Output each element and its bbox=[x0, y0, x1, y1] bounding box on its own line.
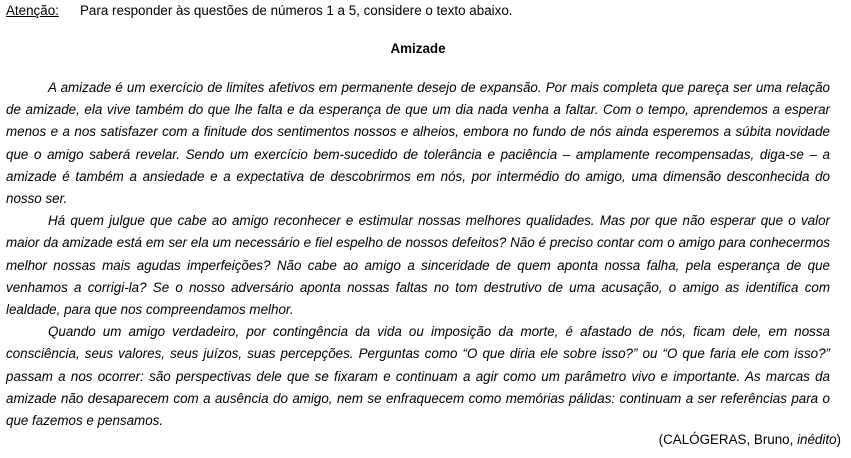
attention-header bbox=[6, 2, 513, 20]
paragraph-1: A amizade é um exercício de limites afetivos em permanente desejo de expansão. Por mais completa que pareça ser uma relação de amizade, ela vive também do que lhe falta e da esperança de que um dia nada venha a faltar. Com o tempo, aprendemos a esperar menos e a nos satisfazer com a finitude dos sentimentos nossos e alheios, embora no fundo de nós ainda esperemos a súbita novidade que o amigo saberá revelar. Sendo um exercício bem-sucedido de tolerância e paciência – amplamente recompensadas, diga-se – a amizade é também a ansiedade e a expectativa de descobrirmos em nós, por intermédio do amigo, uma dimensão desconhecida do nosso ser. bbox=[6, 80, 830, 207]
attention-label: Atenção: bbox=[6, 3, 59, 18]
citation-close: ) bbox=[836, 432, 841, 447]
text-title: Amizade bbox=[390, 41, 446, 56]
paragraph-2: Há quem julgue que cabe ao amigo reconhecer e estimular nossas melhores qualidades. Mas por que não esperar que o valor maior da amizade está em ser ela um necessário e fiel espelho de nossos defeitos? Não é preciso contar com o amigo para conhecermos melhor nossas mais agudas imperfeições? Não cabe ao amigo a sinceridade de quem aponta nossa falha, pela esperança de que venhamos a corrigi-la? Se o nosso adversário aponta nossas faltas no tom destrutivo de uma acusação, o amigo as identifica com lealdade, para que nos compreendamos melhor. bbox=[6, 213, 830, 318]
citation bbox=[659, 431, 841, 449]
citation-work: inédito bbox=[797, 432, 837, 447]
text-body bbox=[6, 77, 830, 432]
citation-author: (CALÓGERAS, Bruno, bbox=[658, 432, 798, 447]
paragraph-3: Quando um amigo verdadeiro, por contingência da vida ou imposição da morte, é afastado de nós, ficam dele, em nossa consciência, seus valores, seus juízos, suas percepções. Perguntas como “O que diria ele sobre isso?” ou “O que faria ele com isso?” passam a nos ocorrer: são perspectivas dele que se fixaram e continuam a agir como um parâmetro vivo e importante. As marcas da amizade não desaparecem com a ausência do amigo, nem se enfraquecem como memórias pálidas: continuam a ser referências para o que fazemos e pensamos. bbox=[6, 324, 830, 429]
instruction-text: Para responder às questões de números 1 a 5, considere o texto abaixo. bbox=[80, 3, 513, 18]
